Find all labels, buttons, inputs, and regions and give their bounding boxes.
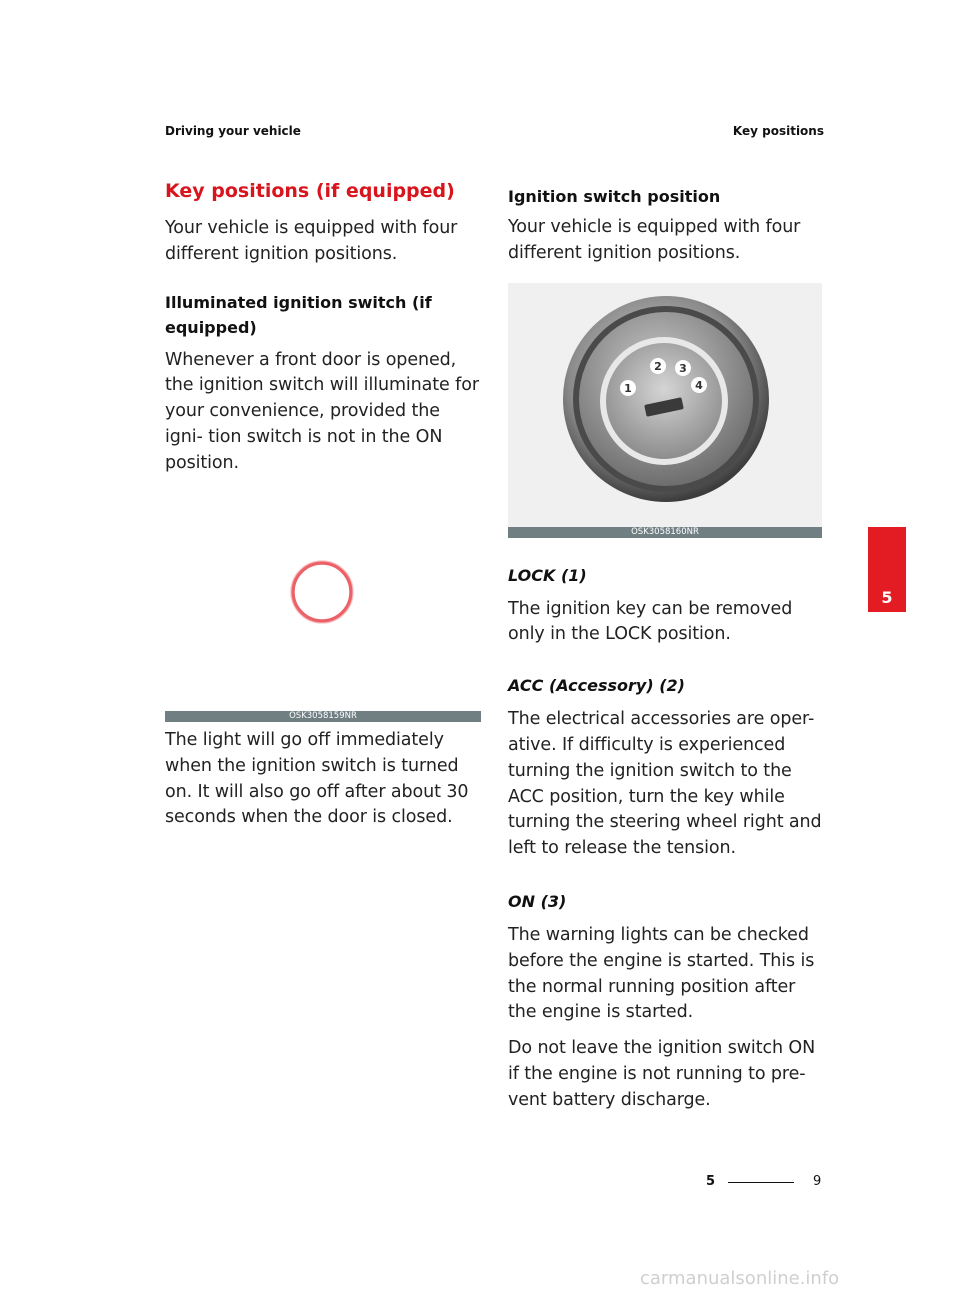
page-title: Key positions (if equipped) <box>165 180 455 202</box>
on-paragraph-2: Do not leave the ignition switch ON if the engine is not running to pre- vent battery discharge. <box>508 1038 816 1110</box>
chapter-tab <box>868 527 906 612</box>
position-1-label: 1 <box>624 381 632 395</box>
header-section: Driving your vehicle <box>165 124 301 138</box>
illuminated-switch-heading: Illuminated ignition switch (if equipped) <box>165 292 432 337</box>
lock-heading: LOCK (1) <box>508 565 587 585</box>
light-off-paragraph: The light will go off immediately when the ignition switch is turned on. It will also go off after about 30 seconds when the door is closed. <box>165 730 469 828</box>
on-paragraph-1: The warning lights can be checked before the engine is started. This is the normal running position after the engine is started. <box>508 924 815 1023</box>
acc-heading: ACC (Accessory) (2) <box>508 676 685 696</box>
footer-divider <box>728 1182 794 1183</box>
figure-caption-left: OSK3058159NR <box>165 711 481 722</box>
intro-paragraph: Your vehicle is equipped with four different ignition positions. <box>165 218 458 264</box>
ignition-switch-figure <box>508 283 822 538</box>
on-heading: ON (3) <box>508 891 567 911</box>
illumination-ring-icon <box>165 520 481 722</box>
position-3-label: 3 <box>679 361 687 375</box>
ignition-position-intro: Your vehicle is equipped with four different ignition positions. <box>508 217 801 263</box>
header-topic: Key positions <box>732 124 824 138</box>
right-column <box>508 184 824 1136</box>
ignition-position-heading: Ignition switch position <box>508 187 721 206</box>
left-column <box>165 180 481 828</box>
position-2-label: 2 <box>654 359 662 373</box>
footer-chapter: 5 <box>706 1174 716 1189</box>
lock-paragraph: The ignition key can be removed only in the LOCK position. <box>508 598 793 645</box>
illuminated-switch-figure <box>165 520 481 722</box>
position-4-label: 4 <box>695 378 703 392</box>
ignition-switch-image <box>508 283 822 527</box>
chapter-tab-number: 5 <box>881 588 893 607</box>
illuminated-switch-paragraph: Whenever a front door is opened, the ignition switch will illuminate for your convenience, provided the igni- tion switch is not in the ON position. <box>165 349 479 473</box>
watermark: carmanualsonline.info <box>640 1268 840 1289</box>
acc-paragraph: The electrical accessories are oper- ative. If difficulty is experienced turning the ignition switch to the ACC position, turn the key while turning the steering wheel right and left to release the tension. <box>508 709 822 859</box>
footer-page-number: 9 <box>813 1174 822 1189</box>
figure-caption-right: OSK3058160NR <box>508 527 822 538</box>
